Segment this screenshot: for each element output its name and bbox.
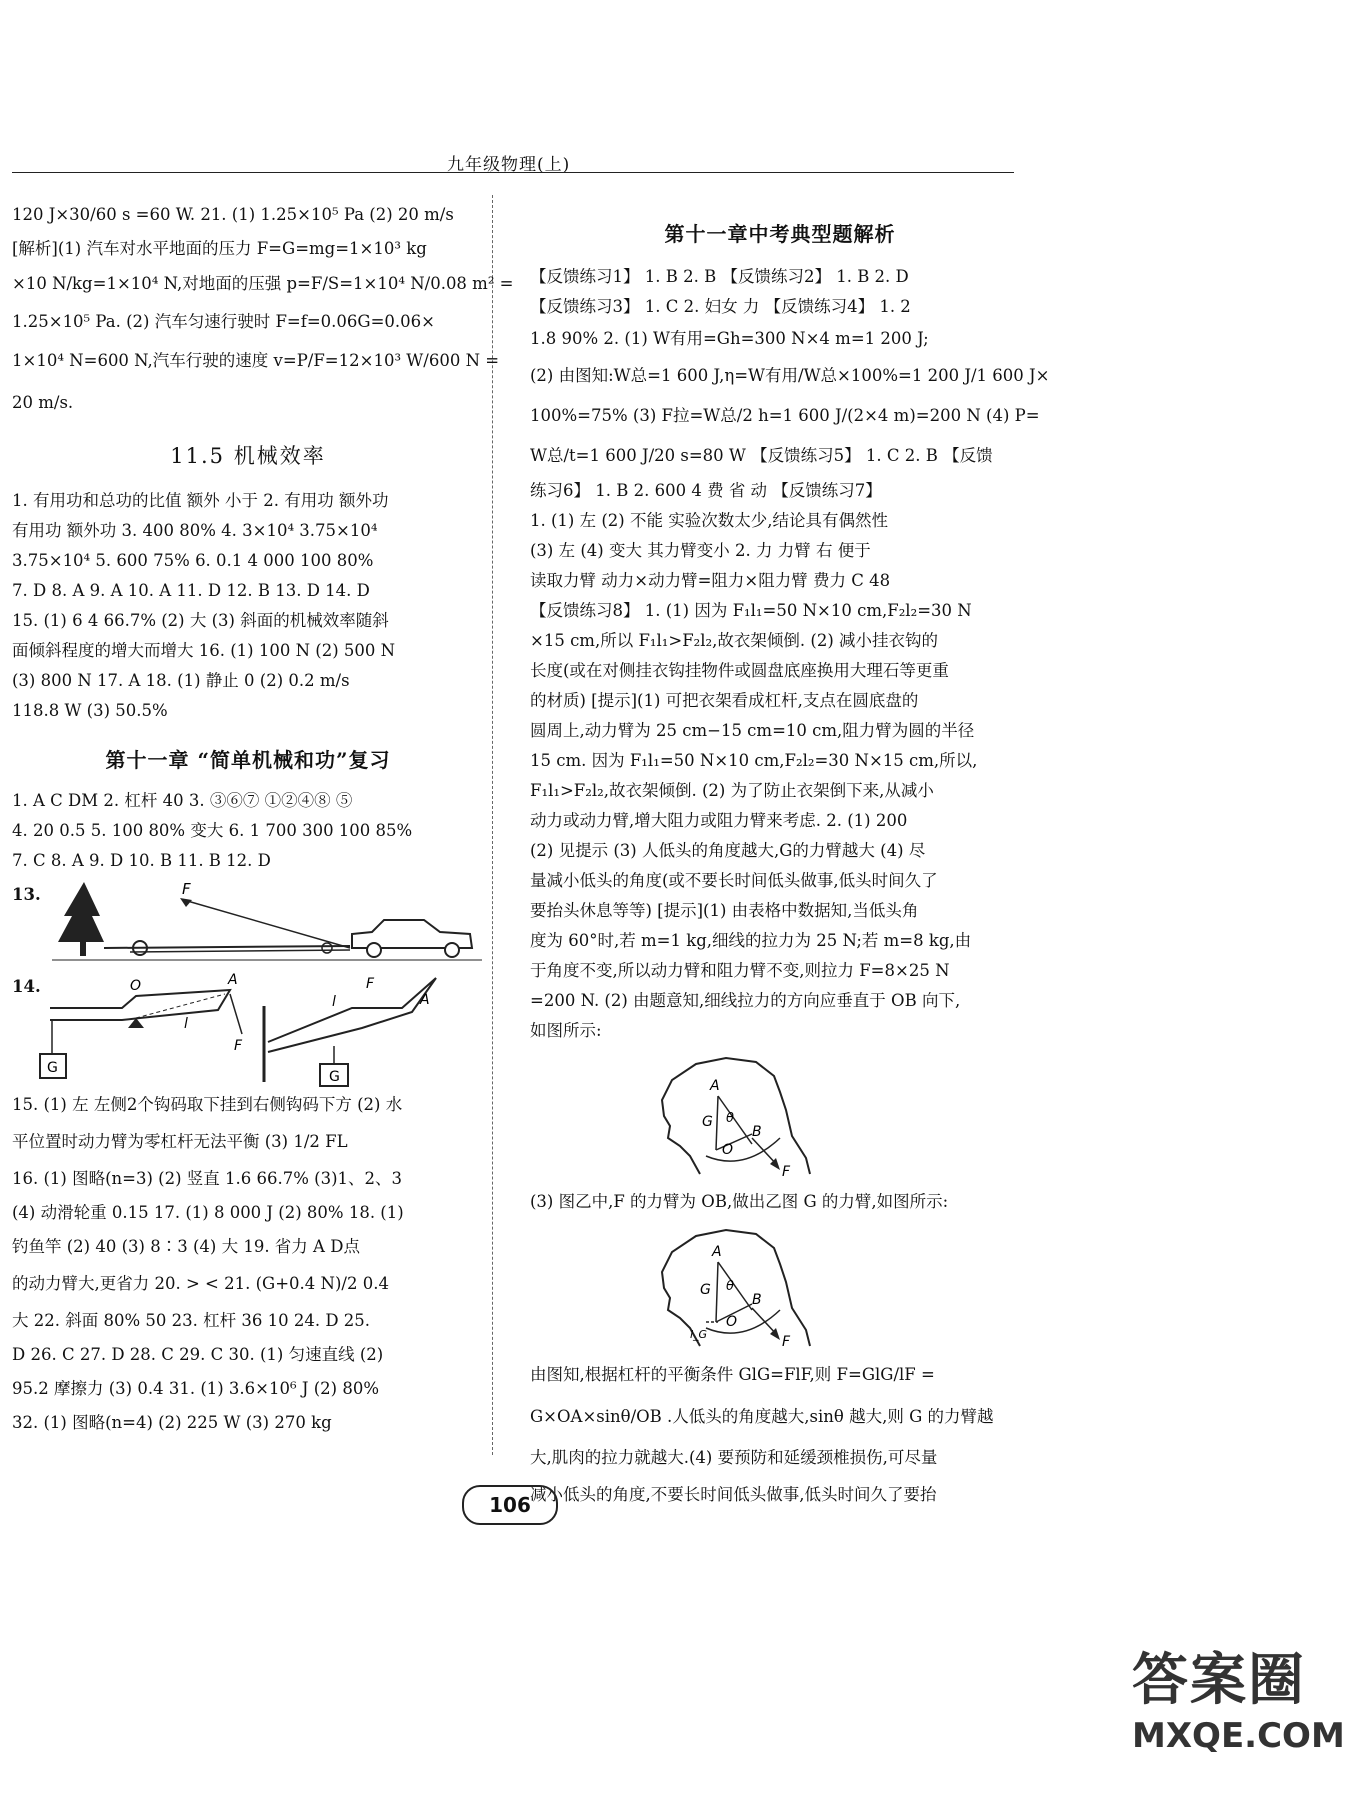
head-lever-diagram-2 (530, 1222, 1030, 1354)
label-F: F (366, 976, 375, 992)
figure-head-1 (530, 1046, 1030, 1182)
text-line: 1. (1) 左 (2) 不能 实验次数太少,结论具有偶然性 (530, 511, 888, 530)
text-line: 要抬头休息等等) [提示](1) 由表格中数据知,当低头角 (530, 901, 919, 920)
left-column (12, 196, 514, 1440)
text-line: 15. (1) 左 左侧2个钩码取下挂到右侧钩码下方 (2) 水 (12, 1095, 403, 1114)
section-title-11-5: 11.5 机械效率 (170, 444, 326, 468)
text-line: 如图所示: (530, 1021, 602, 1040)
text-line: 大,肌肉的拉力就越大.(4) 要预防和延缓颈椎损伤,可尽量 (530, 1448, 938, 1467)
text-line: 于角度不变,所以动力臂和阻力臂不变,则拉力 F=8×25 N (530, 961, 950, 980)
text-line: 量减小低头的角度(或不要长时间低头做事,低头时间久了 (530, 871, 938, 890)
label-O: O (130, 978, 142, 994)
text-line: 的材质) [提示](1) 可把衣架看成杠杆,支点在圆底盘的 (530, 691, 919, 710)
page-number: 106 (462, 1485, 558, 1525)
watermark-logo (1132, 1636, 1358, 1786)
text-line: 长度(或在对侧挂衣钩挂物件或圆盘底座换用大理石等更重 (530, 661, 949, 680)
question-number-13: 13. (12, 885, 41, 904)
header-rule (12, 172, 1014, 173)
text-line: (3) 左 (4) 变大 其力臂变小 2. 力 力臂 右 便于 (530, 541, 871, 560)
figure-head-2 (530, 1222, 1030, 1354)
text-line: 【反馈练习8】 1. (1) 因为 F₁l₁=50 N×10 cm,F₂l₂=30 N (530, 601, 972, 620)
text-line: 钓鱼竿 (2) 40 (3) 8∶3 (4) 大 19. 省力 A D点 (12, 1237, 360, 1256)
running-header: 九年级物理(上) (447, 155, 571, 175)
text-line: 减小低头的角度,不要长时间低头做事,低头时间久了要抬 (530, 1485, 937, 1504)
neck-line-OA (716, 1096, 718, 1150)
text-line: 1. 有用功和总功的比值 额外 小于 2. 有用功 额外功 (12, 491, 389, 510)
line-AB (718, 1262, 752, 1310)
tree-pulley-car-diagram (12, 876, 484, 966)
label-A: A (420, 992, 430, 1008)
label-A: A (710, 1078, 720, 1094)
text-line: 4. 20 0.5 5. 100 80% 变大 6. 1 700 300 100 85% (12, 821, 413, 840)
text-line: 1.8 90% 2. (1) W有用=Gh=300 N×4 m=1 200 J; (530, 329, 929, 348)
label-B: B (752, 1124, 762, 1140)
text-line: 的动力臂大,更省力 20. > < 21. (G+0.4 N)/2 0.4 (12, 1274, 389, 1293)
label-lG: l_G (690, 1328, 708, 1341)
question-number-14: 14. (12, 977, 41, 996)
text-line: 20 m/s. (12, 393, 74, 412)
text-line: 练习6】 1. B 2. 600 4 费 省 动 【反馈练习7】 (530, 481, 882, 500)
label-G: G (329, 1069, 340, 1085)
label-G: G (700, 1282, 711, 1298)
text-line: 【反馈练习1】 1. B 2. B 【反馈练习2】 1. B 2. D (530, 267, 909, 286)
text-line: F₁l₁>F₂l₂,故衣架倾倒. (2) 为了防止衣架倒下来,从减小 (530, 781, 934, 800)
car-wheel (445, 943, 459, 957)
text-line: 95.2 摩擦力 (3) 0.4 31. (1) 3.6×10⁶ J (2) 80% (12, 1379, 380, 1398)
text-line: ×10 N/kg=1×10⁴ N,对地面的压强 p=F/S=1×10⁴ N/0.08 m² = (12, 274, 514, 293)
text-line: 度为 60°时,若 m=1 kg,细线的拉力为 25 N;若 m=8 kg,由 (530, 931, 972, 950)
text-line: 动力或动力臂,增大阻力或阻力臂来考虑. 2. (1) 200 (530, 811, 908, 830)
rope-line-2 (130, 950, 350, 952)
text-line: (3) 800 N 17. A 18. (1) 静止 0 (2) 0.2 m/s (12, 671, 350, 690)
text-line: W总/t=1 600 J/20 s=80 W 【反馈练习5】 1. C 2. B 【反馈 (530, 446, 993, 465)
car-wheel (367, 943, 381, 957)
text-line: 16. (1) 图略(n=3) (2) 竖直 1.6 66.7% (3)1、2、3 (12, 1169, 403, 1188)
label-F: F (782, 1334, 791, 1350)
section-title-review: 第十一章 “简单机械和功”复习 (105, 748, 391, 772)
label-F: F (782, 1164, 791, 1180)
column-divider (492, 195, 493, 1455)
text-line: 【反馈练习3】 1. C 2. 妇女 力 【反馈练习4】 1. 2 (530, 297, 911, 316)
text-line: 平位置时动力臂为零杠杆无法平衡 (3) 1/2 FL (12, 1132, 348, 1151)
label-theta: θ (726, 1111, 734, 1126)
watermark-text: 答案圈 (1132, 1648, 1306, 1713)
text-line: 3.75×10⁴ 5. 600 75% 6. 0.1 4 000 100 80% (12, 551, 374, 570)
text-line: 有用功 额外功 3. 400 80% 4. 3×10⁴ 3.75×10⁴ (12, 521, 378, 540)
force-arrow-F (230, 994, 242, 1034)
label-B: B (752, 1292, 762, 1308)
lever-diagrams (12, 966, 484, 1088)
text-line: 7. C 8. A 9. D 10. B 11. B 12. D (12, 851, 271, 870)
text-line: 32. (1) 图略(n=4) (2) 225 W (3) 270 kg (12, 1413, 332, 1432)
neck-line-OA (716, 1262, 718, 1322)
lever-1 (50, 990, 230, 1020)
ring-icon (322, 943, 332, 953)
text-line: 圆周上,动力臂为 25 cm−15 cm=10 cm,阻力臂为圆的半径 (530, 721, 975, 740)
text-line: =200 N. (2) 由题意知,细线拉力的方向应垂直于 OB 向下, (530, 991, 961, 1010)
label-F: F (182, 880, 191, 898)
text-line: 面倾斜程度的增大而增大 16. (1) 100 N (2) 500 N (12, 641, 396, 660)
label-G: G (47, 1060, 58, 1076)
text-line: 读取力臂 动力×动力臂=阻力×阻力臂 费力 C 48 (530, 571, 891, 590)
label-A: A (712, 1244, 722, 1260)
watermark-url: MXQE.COM (1132, 1716, 1345, 1756)
text-line: 大 22. 斜面 80% 50 23. 杠杆 36 10 24. D 25. (12, 1311, 371, 1330)
tree-icon (58, 882, 104, 942)
label-theta: θ (726, 1279, 734, 1294)
text-line: G×OA×sinθ/OB .人低头的角度越大,sinθ 越大,则 G 的力臂越 (530, 1407, 994, 1426)
head-lever-diagram (530, 1046, 1030, 1182)
head-outline (662, 1058, 810, 1174)
text-line: 15. (1) 6 4 66.7% (2) 大 (3) 斜面的机械效率随斜 (12, 611, 389, 630)
text-line: 1. A C DM 2. 杠杆 40 3. ③⑥⑦ ①②④⑧ ⑤ (12, 791, 353, 810)
text-line: 1.25×10⁵ Pa. (2) 汽车匀速行驶时 F=f=0.06G=0.06× (12, 312, 435, 331)
text-line: ×15 cm,所以 F₁l₁>F₂l₂,故衣架倾倒. (2) 减小挂衣钩的 (530, 631, 939, 650)
label-A: A (228, 972, 238, 988)
label-G: G (702, 1114, 713, 1130)
figure-q14 (12, 966, 484, 1088)
text-line: 120 J×30/60 s =60 W. 21. (1) 1.25×10⁵ Pa (2) 20 m/s (12, 205, 454, 224)
text-line: 由图知,根据杠杆的平衡条件 GlG=FlF,则 F=GlG/lF = (530, 1365, 935, 1384)
section-title-exam: 第十一章中考典型题解析 (664, 222, 896, 246)
label-O: O (726, 1314, 738, 1330)
label-O: O (722, 1142, 734, 1158)
text-line: (2) 见提示 (3) 人低头的角度越大,G的力臂越大 (4) 尽 (530, 841, 926, 860)
text-line: D 26. C 27. D 28. C 29. C 30. (1) 匀速直线 (2) (12, 1345, 384, 1364)
text-line: 100%=75% (3) F拉=W总/2 h=1 600 J/(2×4 m)=200 N (4) P= (530, 406, 1040, 425)
text-line: (4) 动滑轮重 0.15 17. (1) 8 000 J (2) 80% 18. (1) (12, 1203, 404, 1222)
tree-trunk (80, 942, 86, 956)
lever-2 (268, 978, 436, 1052)
text-line: 1×10⁴ N=600 N,汽车行驶的速度 v=P/F=12×10³ W/600 N = (12, 351, 500, 370)
text-line: (2) 由图知:W总=1 600 J,η=W有用/W总×100%=1 200 J/1 600 J× (530, 366, 1050, 385)
label-F: F (234, 1038, 243, 1054)
figure-q13 (12, 876, 484, 966)
text-line: 118.8 W (3) 50.5% (12, 701, 168, 720)
text-line: 15 cm. 因为 F₁l₁=50 N×10 cm,F₂l₂=30 N×15 cm,所以, (530, 751, 978, 770)
text-line: (3) 图乙中,F 的力臂为 OB,做出乙图 G 的力臂,如图所示: (530, 1192, 949, 1211)
label-l: l (184, 1016, 188, 1032)
label-l: l (332, 994, 336, 1010)
text-line: 7. D 8. A 9. A 10. A 11. D 12. B 13. D 14. D (12, 581, 370, 600)
force-arrow-F (184, 900, 350, 948)
rope-line (104, 946, 350, 948)
right-column (530, 214, 1050, 1512)
text-line: [解析](1) 汽车对水平地面的压力 F=G=mg=1×10³ kg (12, 239, 427, 258)
